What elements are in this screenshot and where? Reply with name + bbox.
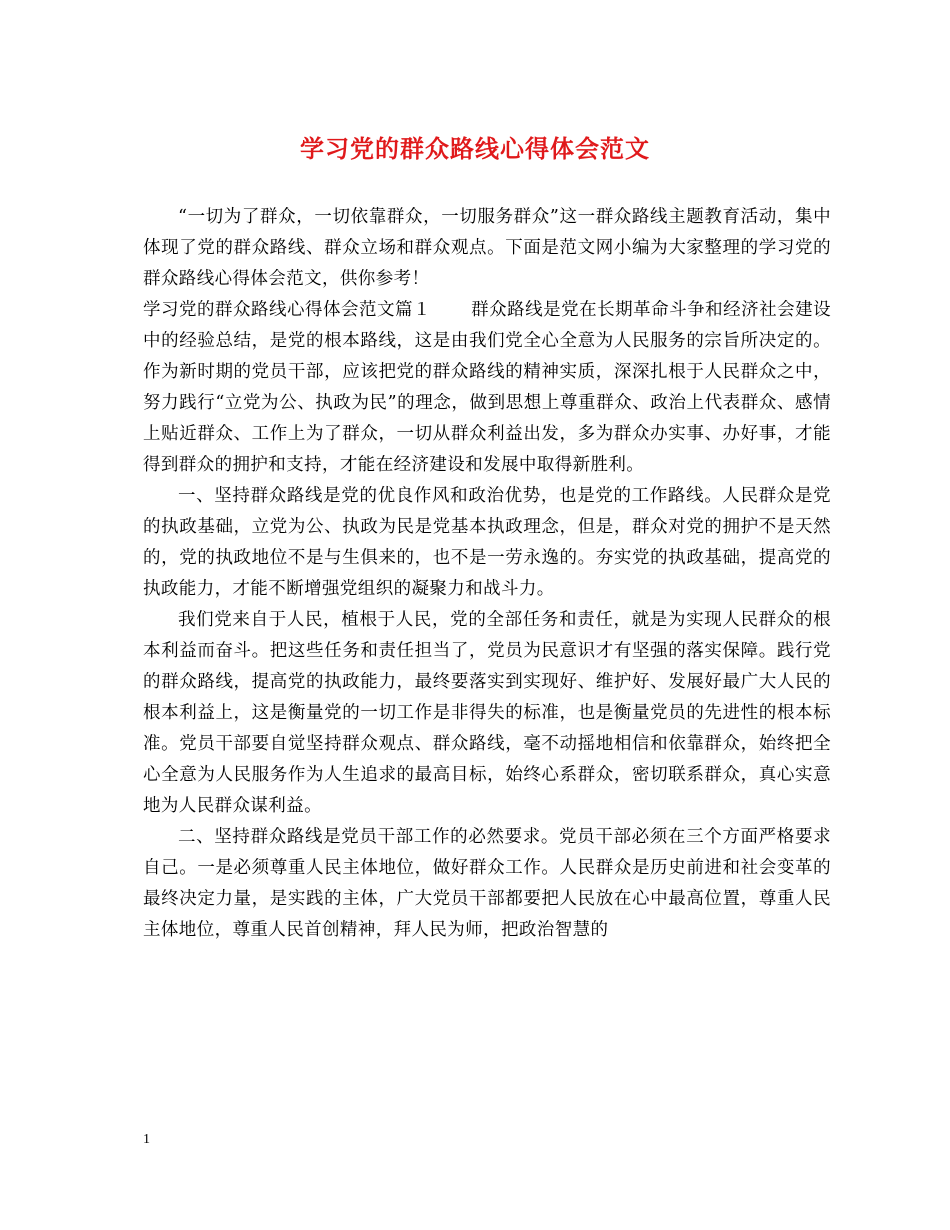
intro-paragraph: “一切为了群众，一切依靠群众，一切服务群众”这一群众路线主题教育活动，集中体现了党的群众路线、群众立场和群众观点。下面是范文网小编为大家整理的学习党的群众路线心得体会范文，供你参考！ xyxy=(143,207,831,289)
paragraph-1: 一、坚持群众路线是党的优良作风和政治优势，也是党的工作路线。人民群众是党的执政基础，立党为公、执政为民是党基本执政理念，但是，群众对党的拥护不是天然的，党的执政地位不是与生俱来的，也不是一劳永逸的。夯实党的执政基础，提高党的执政能力，才能不断增强党组织的凝聚力和战斗力。 xyxy=(143,486,831,599)
section-paragraph xyxy=(143,295,831,481)
document-title: 学习党的群众路线心得体会范文 xyxy=(300,134,650,163)
paragraph-2: 我们党来自于人民，植根于人民，党的全部任务和责任，就是为实现人民群众的根本利益而奋斗。把这些任务和责任担当了，党员为民意识才有坚强的落实保障。践行党的群众路线，提高党的执政能力，最终要落实到实现好、维护好、发展好最广大人民的根本利益上，这是衡量党的一切工作是非得失的标准，也是衡量党员的先进性的根本标准。党员干部要自觉坚持群众观点、群众路线，毫不动摇地相信和依靠群众，始终把全心全意为人民服务作为人生追求的最高目标，始终心系群众，密切联系群众，真心实意地为人民群众谋利益。 xyxy=(143,610,831,816)
section-first-text: 群众路线是党在长期革命斗争和经济社会建设中的经验总结，是党的根本路线，这是由我们党全心全意为人民服务的宗旨所决定的。作为新时期的党员干部，应该把党的群众路线的精神实质，深深扎根于人民群众之中，努力践行“立党为公、执政为民”的理念，做到思想上尊重群众、政治上代表群众、感情上贴近群众、工作上为了群众，一切从群众利益出发，多为群众办实事、办好事，才能得到群众的拥护和支持，才能在经济建设和发展中取得新胜利。 xyxy=(143,300,831,475)
page-number: 1 xyxy=(143,1132,150,1147)
paragraph-3: 二、坚持群众路线是党员干部工作的必然要求。党员干部必须在三个方面严格要求自己。一是必须尊重人民主体地位，做好群众工作。人民群众是历史前进和社会变革的最终决定力量，是实践的主体，广大党员干部都要把人民放在心中最高位置，尊重人民主体地位，尊重人民首创精神，拜人民为师，把政治智慧的 xyxy=(143,827,831,940)
section-heading: 学习党的群众路线心得体会范文篇１ xyxy=(143,300,431,320)
document-body xyxy=(143,202,831,946)
